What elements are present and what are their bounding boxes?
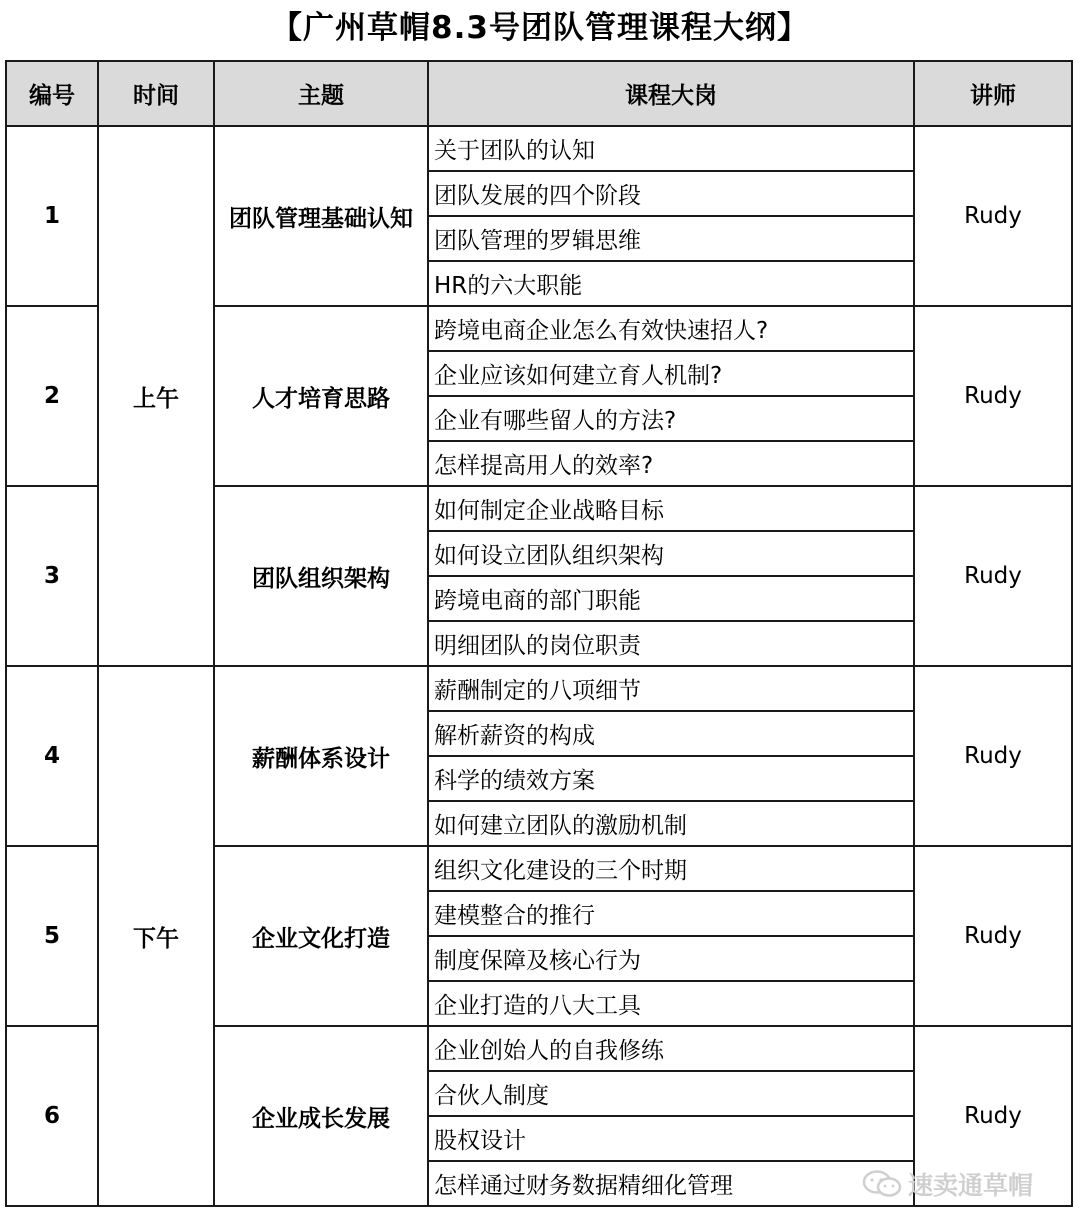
outline-item: 关于团队的认知 [428,126,914,171]
session-topic: 人才培育思路 [214,306,428,486]
outline-item: 企业有哪些留人的方法? [428,396,914,441]
watermark [862,1168,1033,1200]
watermark-text: 速卖通草帽 [908,1171,1034,1200]
session-topic: 薪酬体系设计 [214,666,428,846]
header-outline: 课程大岗 [428,61,914,126]
session-number: 6 [6,1026,98,1206]
table-header-row [6,61,1072,126]
outline-item: 企业打造的八大工具 [428,981,914,1026]
outline-item: 薪酬制定的八项细节 [428,666,914,711]
session-teacher: Rudy [914,846,1072,1026]
outline-item: 团队管理的罗辑思维 [428,216,914,261]
session-teacher: Rudy [914,126,1072,306]
session-number: 5 [6,846,98,1026]
session-teacher: Rudy [914,486,1072,666]
session-number: 1 [6,126,98,306]
outline-item: 建模整合的推行 [428,891,914,936]
table-row [6,666,1072,711]
outline-item: 股权设计 [428,1116,914,1161]
outline-item: 如何设立团队组织架构 [428,531,914,576]
page-title: 【广州草帽8.3号团队管理课程大纲】 [271,10,809,46]
session-topic: 企业成长发展 [214,1026,428,1206]
course-outline-table [5,60,1073,1207]
table-row [6,126,1072,171]
outline-item: 怎样通过财务数据精细化管理 [428,1161,914,1206]
outline-item: 跨境电商企业怎么有效快速招人? [428,306,914,351]
time-slot-afternoon: 下午 [98,666,214,1206]
outline-item: 合伙人制度 [428,1071,914,1116]
outline-item: 组织文化建设的三个时期 [428,846,914,891]
session-teacher: Rudy [914,1026,1072,1206]
outline-item: 团队发展的四个阶段 [428,171,914,216]
session-teacher: Rudy [914,666,1072,846]
session-number: 2 [6,306,98,486]
header-time: 时间 [98,61,214,126]
session-topic: 团队管理基础认知 [214,126,428,306]
outline-item: 明细团队的岗位职责 [428,621,914,666]
outline-item: 制度保障及核心行为 [428,936,914,981]
time-slot-morning: 上午 [98,126,214,666]
outline-item: HR的六大职能 [428,261,914,306]
header-topic: 主题 [214,61,428,126]
outline-item: 如何制定企业战略目标 [428,486,914,531]
header-teacher: 讲师 [914,61,1072,126]
outline-item: 解析薪资的构成 [428,711,914,756]
outline-item: 科学的绩效方案 [428,756,914,801]
session-topic: 企业文化打造 [214,846,428,1026]
header-number: 编号 [6,61,98,126]
outline-item: 企业创始人的自我修练 [428,1026,914,1071]
outline-item: 企业应该如何建立育人机制? [428,351,914,396]
outline-item: 跨境电商的部门职能 [428,576,914,621]
session-number: 3 [6,486,98,666]
wechat-icon [862,1169,902,1199]
outline-item: 如何建立团队的激励机制 [428,801,914,846]
outline-item: 怎样提高用人的效率? [428,441,914,486]
session-teacher: Rudy [914,306,1072,486]
session-topic: 团队组织架构 [214,486,428,666]
session-number: 4 [6,666,98,846]
